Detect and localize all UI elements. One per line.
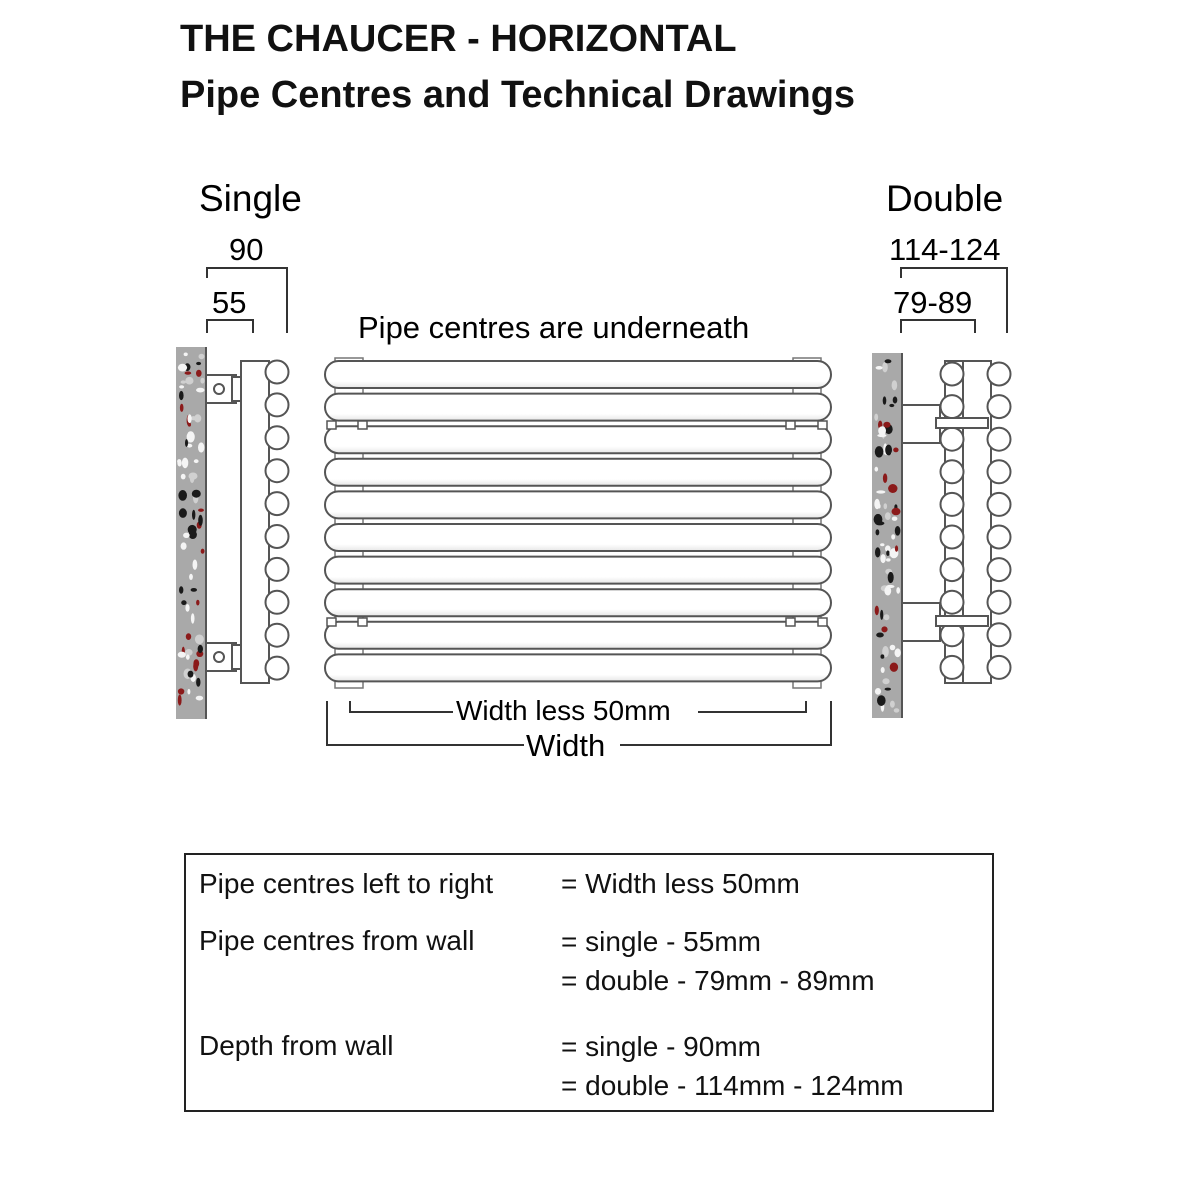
wall-speckle [179, 385, 184, 388]
wall-speckle [185, 604, 189, 612]
tube-section [266, 624, 289, 647]
wall-speckle [894, 708, 900, 712]
wall-speckle [185, 371, 192, 374]
wall-speckle [201, 549, 205, 554]
bracket-tab-upper-right [786, 421, 795, 429]
horizontal-tube [325, 524, 831, 551]
wall-speckle [882, 362, 888, 372]
horizontal-tube [325, 654, 831, 681]
wall-speckle [177, 459, 181, 464]
wall-speckle [881, 667, 885, 673]
pipe-centre-dimension-single [207, 320, 253, 333]
bracket-tab-lower-right [786, 618, 795, 626]
wall-speckle [889, 404, 894, 407]
wall-speckle [186, 633, 191, 640]
wall-speckle [880, 554, 885, 563]
tube-section-outer [988, 493, 1011, 516]
wall-speckle [196, 362, 201, 365]
wall-speckle [884, 614, 890, 620]
horizontal-tube [325, 491, 831, 518]
wall-speckle [878, 426, 886, 435]
wall-speckle [876, 490, 885, 493]
wall-speckle [890, 701, 895, 708]
wall-speckle [185, 439, 188, 447]
wall-speckle [193, 560, 198, 570]
front-view-caption: Pipe centres are underneath [358, 310, 750, 345]
wall-speckle [882, 678, 889, 684]
wall-speckle [886, 558, 891, 561]
wall-speckle [187, 431, 195, 442]
wall-speckle [178, 364, 187, 372]
spec-table [184, 853, 994, 1112]
spec-row-value: = double - 114mm - 124mm [561, 1070, 904, 1101]
tube-section-inner [941, 656, 964, 679]
single-label: Single [199, 178, 302, 219]
wall-speckle [189, 574, 193, 580]
wall-speckle [196, 388, 204, 393]
tube-section-outer [988, 428, 1011, 451]
wall-speckle [178, 652, 186, 658]
wall-speckle [198, 509, 204, 512]
wall-speckle [198, 645, 203, 653]
wall-speckle [186, 654, 190, 659]
wall-speckle [885, 688, 891, 691]
wall-speckle [890, 663, 898, 672]
wall-speckle [185, 649, 193, 656]
double-pipe-centre-dimension-label: 79-89 [893, 285, 973, 320]
tube-section [266, 492, 289, 515]
tube-section-inner [941, 395, 964, 418]
tube-section-outer [988, 656, 1011, 679]
wall-speckle [881, 626, 887, 632]
spec-row-value: = Width less 50mm [561, 868, 800, 899]
tube-section-inner [941, 428, 964, 451]
wall-speckle [190, 473, 195, 483]
wall-speckle [181, 474, 186, 480]
wall-speckle [191, 613, 195, 623]
horizontal-tube [325, 589, 831, 616]
wall-speckle [883, 473, 887, 483]
wall-speckle [178, 695, 182, 706]
wall-speckle [890, 645, 896, 651]
wall-speckle [886, 585, 894, 588]
inner-width-dimension-label: Width less 50mm [456, 695, 671, 726]
wall-bracket-lower-double [902, 603, 940, 641]
double-depth-dimension-label: 114-124 [889, 232, 1001, 267]
wall-speckle [182, 458, 188, 469]
horizontal-tubes [325, 361, 831, 681]
tube-section [266, 558, 289, 581]
spec-row-label: Pipe centres left to right [199, 868, 494, 899]
wall-speckle [881, 654, 885, 658]
wall-speckle [192, 510, 195, 520]
wall-speckle [184, 353, 188, 357]
wall-speckle [178, 490, 187, 501]
wall-speckle [198, 515, 203, 526]
tube-section-inner [941, 363, 964, 386]
wall-speckle [888, 484, 897, 493]
wall-speckle [196, 600, 199, 606]
wall-speckle [188, 671, 194, 678]
tube-section-outer [988, 526, 1011, 549]
spec-row-value: = single - 90mm [561, 1031, 761, 1062]
wall-speckle [196, 696, 203, 701]
wall-speckle [196, 370, 202, 377]
wall-speckle [891, 534, 895, 539]
spec-row-value: = double - 79mm - 89mm [561, 965, 875, 996]
pipe-centre-dimension-double [901, 320, 975, 333]
wall-speckle [194, 459, 199, 463]
wall-speckle [874, 414, 878, 421]
wall-speckle [199, 354, 205, 359]
tube-section [266, 393, 289, 416]
wall-speckle [180, 404, 184, 412]
single-side-view [176, 268, 289, 719]
tube-section-outer [988, 591, 1011, 614]
horizontal-tube [325, 459, 831, 486]
wall-speckle [896, 587, 900, 594]
tube-section [266, 426, 289, 449]
wall-speckle [880, 610, 883, 620]
wall-speckle [179, 586, 183, 593]
tube-section-outer [988, 460, 1011, 483]
wall-speckle [893, 397, 898, 404]
wall-speckle [191, 588, 197, 592]
wall-speckle [181, 600, 186, 605]
wall-speckle [876, 529, 880, 535]
tube-section-outer [988, 623, 1011, 646]
wall-speckle [875, 606, 879, 616]
outer-width-dimension-label: Width [526, 728, 606, 763]
single-pipe-centre-dimension-label: 55 [212, 285, 247, 320]
wall-speckle [179, 391, 184, 400]
wall-speckle [876, 366, 883, 370]
horizontal-tube [325, 361, 831, 388]
wall-speckle [888, 572, 894, 583]
horizontal-tube [325, 394, 831, 421]
tube-section [266, 591, 289, 614]
tube-section [266, 657, 289, 680]
bracket-tab-upper-left [327, 421, 336, 429]
wall-speckle [193, 661, 198, 671]
spec-row-value: = single - 55mm [561, 926, 761, 957]
wall-speckle [895, 526, 901, 536]
wall-speckle [187, 689, 190, 695]
wall-speckle [880, 543, 884, 546]
wall-speckle [884, 503, 888, 509]
tube-section-outer [988, 558, 1011, 581]
wall-speckle [885, 445, 892, 456]
page-title: THE CHAUCER - HORIZONTAL [180, 18, 737, 60]
tube-section-outer [988, 363, 1011, 386]
wall-speckle [875, 446, 884, 457]
tube-section-outer [988, 395, 1011, 418]
wall-speckle [183, 533, 190, 538]
wall-speckle [886, 550, 889, 556]
wall-speckle [198, 442, 204, 452]
horizontal-tube [325, 426, 831, 453]
spec-row-label: Pipe centres from wall [199, 925, 475, 956]
tube-section [266, 459, 289, 482]
wall-speckle [875, 521, 884, 525]
wall-speckle [178, 688, 184, 694]
tube-section-inner [941, 558, 964, 581]
tube-section-inner [941, 493, 964, 516]
wall-speckle [188, 423, 191, 427]
wall-speckle [883, 422, 890, 428]
wall-speckle [892, 508, 901, 515]
horizontal-tube [325, 557, 831, 584]
wall-speckle [875, 547, 880, 557]
wall-speckle [200, 378, 204, 384]
double-label: Double [886, 178, 1004, 219]
horizontal-tube [325, 622, 831, 649]
wall-speckle [893, 448, 898, 453]
spec-row-label: Depth from wall [199, 1030, 394, 1061]
wall-speckle [877, 695, 886, 706]
wall-speckle [875, 688, 881, 695]
wall-speckle [883, 396, 887, 404]
tube-section-inner [941, 526, 964, 549]
wall-speckle [885, 512, 891, 520]
tube-section [266, 525, 289, 548]
wall-speckle [192, 490, 201, 498]
wall-speckle [895, 545, 898, 551]
front-view [325, 358, 831, 745]
tube-section-inner [941, 591, 964, 614]
wall-speckle [875, 467, 879, 472]
wall-bracket-upper-double [902, 405, 940, 443]
double-side-view [872, 268, 1011, 718]
wall-speckle [195, 635, 204, 645]
single-depth-dimension-label: 90 [229, 232, 264, 267]
wall-speckle [185, 377, 193, 385]
tube-section [266, 361, 289, 384]
wall-speckle [878, 504, 881, 509]
wall-speckle [181, 380, 186, 383]
wall-speckle [892, 380, 898, 390]
wall-speckle [892, 517, 898, 521]
page-subtitle: Pipe Centres and Technical Drawings [180, 74, 856, 116]
wall-speckle [179, 508, 187, 518]
wall-speckle [885, 359, 892, 363]
tube-section-inner [941, 460, 964, 483]
wall-speckle [196, 678, 200, 687]
wall-speckle [895, 648, 901, 657]
bracket-tab-lower-left [327, 618, 336, 626]
wall-speckle [876, 633, 884, 638]
wall-speckle [181, 542, 187, 549]
wall-speckle [188, 414, 192, 423]
wall-speckle [188, 525, 197, 534]
